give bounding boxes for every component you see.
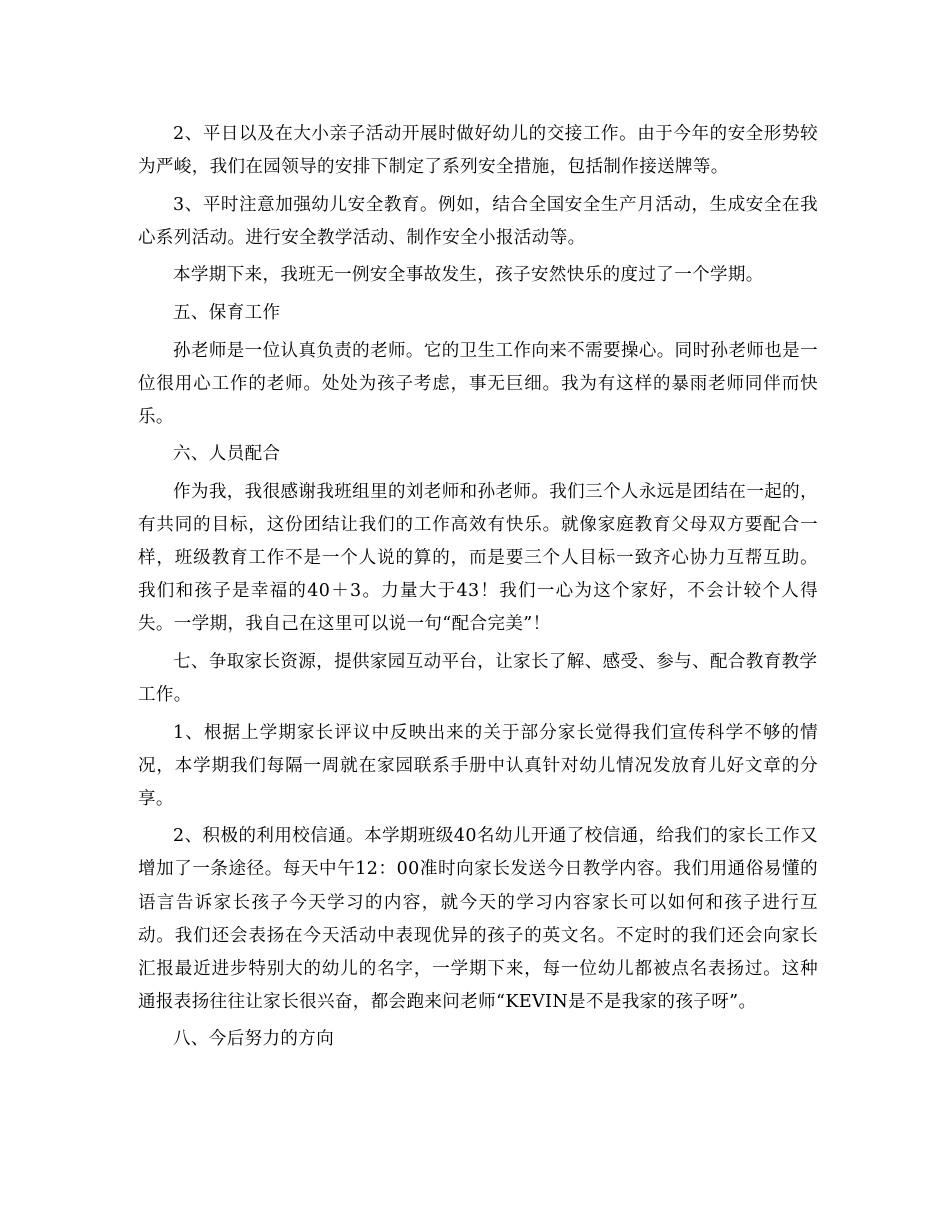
- section-heading-care: 五、保育工作: [173, 302, 281, 323]
- paragraph-care: 孙老师是一位认真负责的老师。它的卫生工作向来不需要操心。同时孙老师也是一位很用心工作的老师。处处为孩子考虑，事无巨细。我为有这样的暴雨老师同伴而快乐。: [138, 340, 818, 427]
- section-heading-parents: 七、争取家长资源，提供家园互动平台，让家长了解、感受、参与、配合教育教学工作。: [138, 651, 818, 705]
- paragraph-handover: 2、平日以及在大小亲子活动开展时做好幼儿的交接工作。由于今年的安全形势较为严峻，我们在园领导的安排下制定了系列安全措施，包括制作接送牌等。: [138, 124, 818, 178]
- paragraph-parent-feedback: 1、根据上学期家长评议中反映出来的关于部分家长觉得我们宣传科学不够的情况，本学期我们每隔一周就在家园联系手册中认真针对幼儿情况发放育儿好文章的分享。: [138, 722, 818, 809]
- section-heading-future: 八、今后努力的方向: [173, 1029, 335, 1050]
- paragraph-cooperation: 作为我，我很感谢我班组里的刘老师和孙老师。我们三个人永远是团结在一起的，有共同的目标，这份团结让我们的工作高效有快乐。就像家庭教育父母双方要配合一样，班级教育工作不是一个人说的算的，而是要三个人目标一致齐心协力互帮互助。我们和孩子是幸福的40＋3。力量大于43！我们一心为这个家好，不会计较个人得失。一学期，我自己在这里可以说一句“配合完美”！: [138, 481, 818, 635]
- paragraph-safety-summary: 本学期下来，我班无一例安全事故发生，孩子安然快乐的度过了一个学期。: [173, 265, 764, 286]
- section-heading-cooperation: 六、人员配合: [173, 444, 281, 465]
- paragraph-school-messaging: 2、积极的利用校信通。本学期班级40名幼儿开通了校信通，给我们的家长工作又增加了一条途径。每天中午12：00准时向家长发送今日教学内容。我们用通俗易懂的语言告诉家长孩子今天学习的内容，就今天的学习内容家长可以如何和孩子进行互动。我们还会表扬在今天活动中表现优异的孩子的英文名。不定时的我们还会向家长汇报最近进步特别大的幼儿的名字，一学期下来，每一位幼儿都被点名表扬过。这种通报表扬往往让家长很兴奋，都会跑来问老师“KEVIN是不是我家的孩子呀”。: [138, 826, 818, 1012]
- paragraph-safety-education: 3、平时注意加强幼儿安全教育。例如，结合全国安全生产月活动，生成安全在我心系列活动。进行安全教学活动、制作安全小报活动等。: [138, 194, 818, 248]
- document-body: [138, 118, 818, 1061]
